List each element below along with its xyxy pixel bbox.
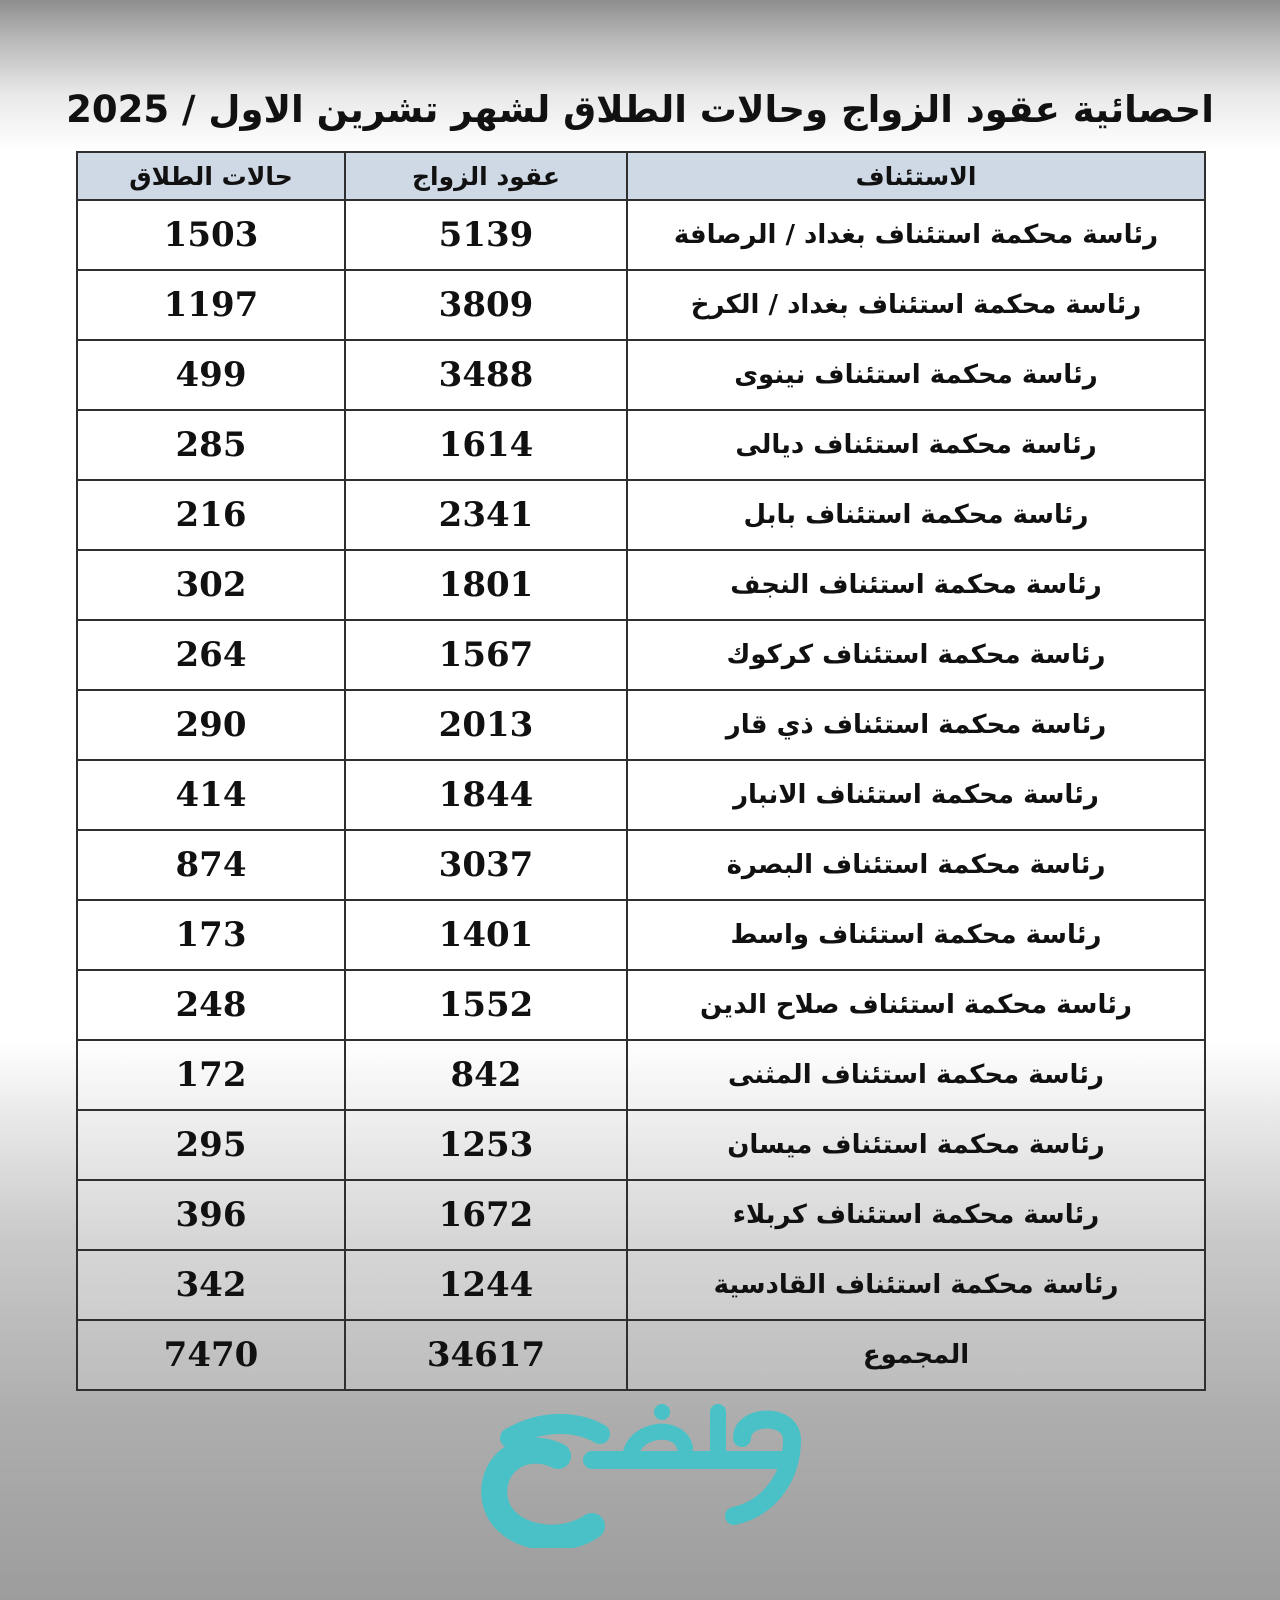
marriage-count: 2013 [345, 690, 627, 760]
marriage-count: 1253 [345, 1110, 627, 1180]
table-row [77, 1040, 1205, 1110]
marriage-count: 5139 [345, 200, 627, 270]
court-name: رئاسة محكمة استئناف نينوى [627, 340, 1205, 410]
divorce-count: 1197 [77, 270, 345, 340]
marriage-count: 3037 [345, 830, 627, 900]
marriage-count: 1552 [345, 970, 627, 1040]
divorce-count: 173 [77, 900, 345, 970]
marriage-count: 1244 [345, 1250, 627, 1320]
total-marriage-count: 34617 [345, 1320, 627, 1390]
wadeh-logo-watermark [480, 1398, 810, 1548]
court-name: رئاسة محكمة استئناف ديالى [627, 410, 1205, 480]
court-name: رئاسة محكمة استئناف واسط [627, 900, 1205, 970]
table-header [77, 152, 1205, 200]
divorce-count: 499 [77, 340, 345, 410]
divorce-count: 342 [77, 1250, 345, 1320]
marriage-count: 1401 [345, 900, 627, 970]
court-name: رئاسة محكمة استئناف بغداد / الرصافة [627, 200, 1205, 270]
logo-hah-stroke [494, 1451, 592, 1538]
table-row [77, 1250, 1205, 1320]
table-row [77, 270, 1205, 340]
court-name: رئاسة محكمة استئناف بابل [627, 480, 1205, 550]
divorce-count: 396 [77, 1180, 345, 1250]
court-name: رئاسة محكمة استئناف كربلاء [627, 1180, 1205, 1250]
divorce-count: 302 [77, 550, 345, 620]
divorce-count: 290 [77, 690, 345, 760]
court-name: رئاسة محكمة استئناف ميسان [627, 1110, 1205, 1180]
table-row [77, 410, 1205, 480]
header-court: الاستئناف [627, 152, 1205, 200]
divorce-count: 248 [77, 970, 345, 1040]
table-row [77, 550, 1205, 620]
logo-glyphs [494, 1404, 792, 1538]
table-row [77, 900, 1205, 970]
table-row [77, 1180, 1205, 1250]
marriage-count: 1801 [345, 550, 627, 620]
marriage-count: 1567 [345, 620, 627, 690]
marriage-count: 3488 [345, 340, 627, 410]
divorce-count: 172 [77, 1040, 345, 1110]
court-name: رئاسة محكمة استئناف بغداد / الكرخ [627, 270, 1205, 340]
table-row [77, 830, 1205, 900]
logo-dad-dot [654, 1404, 670, 1420]
table-row [77, 970, 1205, 1040]
divorce-count: 285 [77, 410, 345, 480]
divorce-count: 874 [77, 830, 345, 900]
logo-hah-top [510, 1424, 600, 1438]
court-name: رئاسة محكمة استئناف الانبار [627, 760, 1205, 830]
court-name: رئاسة محكمة استئناف القادسية [627, 1250, 1205, 1320]
divorce-count: 295 [77, 1110, 345, 1180]
divorce-count: 264 [77, 620, 345, 690]
table-row [77, 200, 1205, 270]
marriage-count: 1844 [345, 760, 627, 830]
total-label: المجموع [627, 1320, 1205, 1390]
page-title: احصائية عقود الزواج وحالات الطلاق لشهر تشرين الاول / 2025 [66, 88, 1214, 131]
court-name: رئاسة محكمة استئناف النجف [627, 550, 1205, 620]
court-name: رئاسة محكمة استئناف ذي قار [627, 690, 1205, 760]
court-name: رئاسة محكمة استئناف صلاح الدين [627, 970, 1205, 1040]
header-row [77, 152, 1205, 200]
total-row [77, 1320, 1205, 1390]
statistics-table [76, 151, 1206, 1391]
total-divorce-count: 7470 [77, 1320, 345, 1390]
table-row [77, 620, 1205, 690]
divorce-count: 216 [77, 480, 345, 550]
table-row [77, 690, 1205, 760]
divorce-count: 1503 [77, 200, 345, 270]
table-row [77, 1110, 1205, 1180]
marriage-count: 1614 [345, 410, 627, 480]
table-row [77, 480, 1205, 550]
table-row [77, 340, 1205, 410]
header-divorce-cases: حالات الطلاق [77, 152, 345, 200]
court-name: رئاسة محكمة استئناف المثنى [627, 1040, 1205, 1110]
table-body [77, 200, 1205, 1390]
court-name: رئاسة محكمة استئناف كركوك [627, 620, 1205, 690]
marriage-count: 2341 [345, 480, 627, 550]
divorce-count: 414 [77, 760, 345, 830]
marriage-count: 1672 [345, 1180, 627, 1250]
court-name: رئاسة محكمة استئناف البصرة [627, 830, 1205, 900]
header-marriage-contracts: عقود الزواج [345, 152, 627, 200]
marriage-count: 842 [345, 1040, 627, 1110]
marriage-count: 3809 [345, 270, 627, 340]
table-row [77, 760, 1205, 830]
